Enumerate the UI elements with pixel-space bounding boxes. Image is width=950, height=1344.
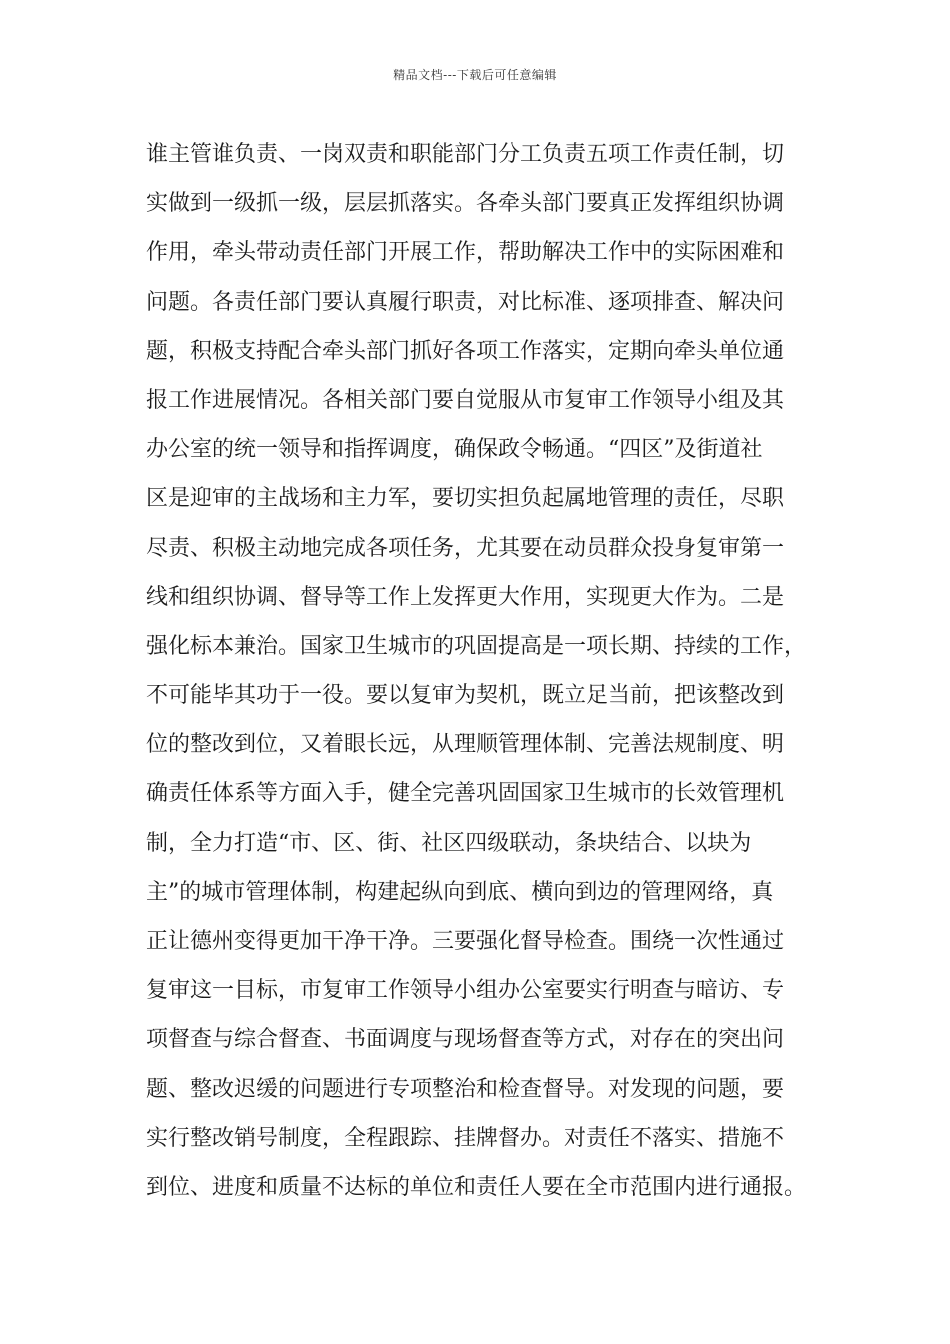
text-line: 题，积极支持配合牵头部门抓好各项工作落实，定期向牵头单位通 bbox=[146, 338, 785, 364]
text-line: 题、整改迟缓的问题进行专项整治和检查督导。对发现的问题，要 bbox=[146, 1076, 785, 1102]
text-line: 线和组织协调、督导等工作上发挥更大作用，实现更大作为。二是 bbox=[146, 584, 785, 610]
text-line: 位的整改到位，又着眼长远，从理顺管理体制、完善法规制度、明 bbox=[146, 732, 785, 758]
body-text bbox=[146, 130, 836, 1212]
text-line: 办公室的统一领导和指挥调度，确保政令畅通。“四区”及街道社 bbox=[146, 437, 763, 463]
text-line: 作用，牵头带动责任部门开展工作，帮助解决工作中的实际困难和 bbox=[146, 240, 785, 266]
text-line: 主”的城市管理体制，构建起纵向到底、横向到边的管理网络，真 bbox=[146, 879, 774, 905]
text-line: 复审这一目标，市复审工作领导小组办公室要实行明查与暗访、专 bbox=[146, 978, 785, 1004]
text-line: 到位、进度和质量不达标的单位和责任人要在全市范围内进行通报。 bbox=[146, 1174, 807, 1200]
page-header: 精品文档---下载后可任意编辑 bbox=[393, 68, 557, 82]
text-line: 区是迎审的主战场和主力军，要切实担负起属地管理的责任，尽职 bbox=[146, 486, 785, 512]
text-line: 问题。各责任部门要认真履行职责，对比标准、逐项排查、解决问 bbox=[146, 289, 785, 315]
text-line: 报工作进展情况。各相关部门要自觉服从市复审工作领导小组及其 bbox=[146, 387, 785, 413]
text-line: 实行整改销号制度，全程跟踪、挂牌督办。对责任不落实、措施不 bbox=[146, 1125, 785, 1151]
text-line: 确责任体系等方面入手，健全完善巩固国家卫生城市的长效管理机 bbox=[146, 781, 785, 807]
text-line: 尽责、积极主动地完成各项任务，尤其要在动员群众投身复审第一 bbox=[146, 535, 785, 561]
text-line: 制，全力打造“市、区、街、社区四级联动，条块结合、以块为 bbox=[146, 830, 752, 856]
text-line: 实做到一级抓一级，层层抓落实。各牵头部门要真正发挥组织协调 bbox=[146, 191, 785, 217]
text-line: 项督查与综合督查、书面调度与现场督查等方式，对存在的突出问 bbox=[146, 1027, 785, 1053]
text-line: 谁主管谁负责、一岗双责和职能部门分工负责五项工作责任制，切 bbox=[146, 142, 785, 167]
text-line: 正让德州变得更加干净干净。三要强化督导检查。围绕一次性通过 bbox=[146, 929, 785, 954]
text-line: 强化标本兼治。国家卫生城市的巩固提高是一项长期、持续的工作， bbox=[146, 633, 807, 659]
text-line: 不可能毕其功于一役。要以复审为契机，既立足当前，把该整改到 bbox=[146, 683, 785, 709]
